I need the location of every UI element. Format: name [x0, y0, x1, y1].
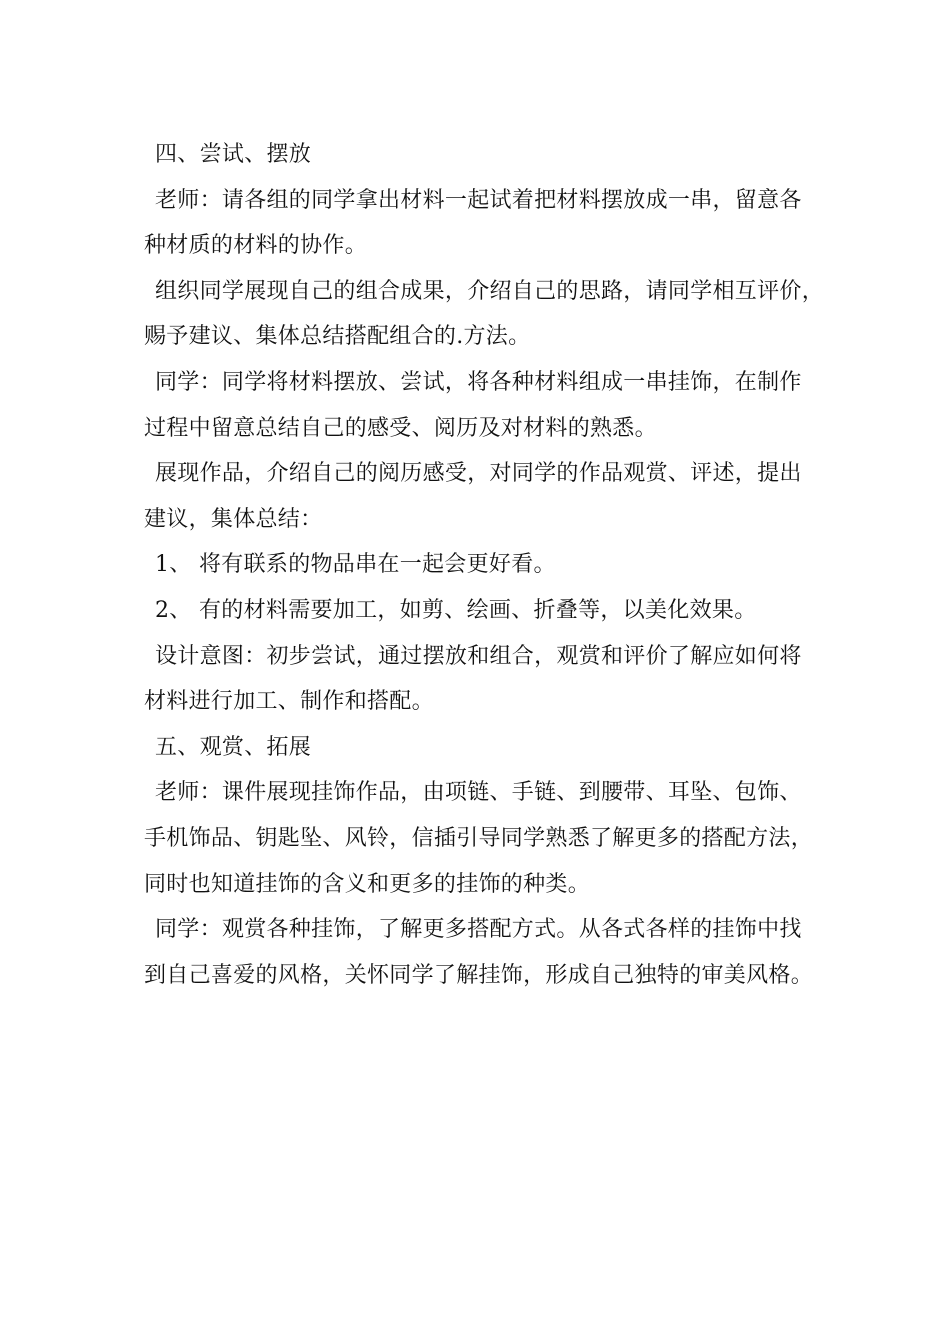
paragraph-line: 建议，集体总结： — [144, 506, 323, 532]
paragraph-line: 展现作品，介绍自己的阅历感受，对同学的作品观赏、评述，提出 — [155, 461, 802, 487]
list-number: 2、 — [155, 597, 192, 623]
paragraph-line: 手机饰品、钥匙坠、风铃，信插引导同学熟悉了解更多的搭配方法， — [144, 825, 814, 851]
paragraph-line: 种材质的材料的协作。 — [144, 233, 368, 259]
paragraph-line: 赐予建议、集体总结搭配组合的.方法。 — [144, 324, 531, 350]
paragraph-line: 同时也知道挂饰的含义和更多的挂饰的种类。 — [144, 871, 591, 897]
list-number: 1、 — [155, 552, 192, 578]
list-item — [144, 542, 824, 588]
paragraph-line: 组织同学展现自己的组合成果，介绍自己的思路，请同学相互评价， — [155, 278, 825, 304]
section-heading-4: 四、尝试、摆放 — [155, 142, 312, 167]
paragraph-line: 过程中留意总结自己的感受、阅历及对材料的熟悉。 — [144, 415, 657, 441]
paragraph-line: 材料进行加工、制作和搭配。 — [144, 689, 434, 715]
list-item — [144, 588, 824, 634]
section-heading-5: 五、观赏、拓展 — [155, 734, 312, 760]
document-body — [144, 132, 824, 998]
paragraph-line: 设计意图：初步尝试，通过摆放和组合，观赏和评价了解应如何将 — [155, 643, 802, 669]
paragraph-line: 同学：同学将材料摆放、尝试，将各种材料组成一串挂饰，在制作 — [155, 369, 802, 395]
list-item-text: 有的材料需要加工，如剪、绘画、折叠等，以美化效果。 — [199, 597, 757, 623]
paragraph-line: 老师：课件展现挂饰作品，由项链、手链、到腰带、耳坠、包饰、 — [155, 780, 802, 806]
list-item-text: 将有联系的物品串在一起会更好看。 — [199, 552, 556, 578]
paragraph-line: 老师：请各组的同学拿出材料一起试着把材料摆放成一串，留意各 — [155, 187, 802, 213]
paragraph-line: 同学：观赏各种挂饰，了解更多搭配方式。从各式各样的挂饰中找 — [155, 917, 802, 943]
paragraph-line: 到自己喜爱的风格，关怀同学了解挂饰，形成自己独特的审美风格。 — [144, 962, 814, 988]
